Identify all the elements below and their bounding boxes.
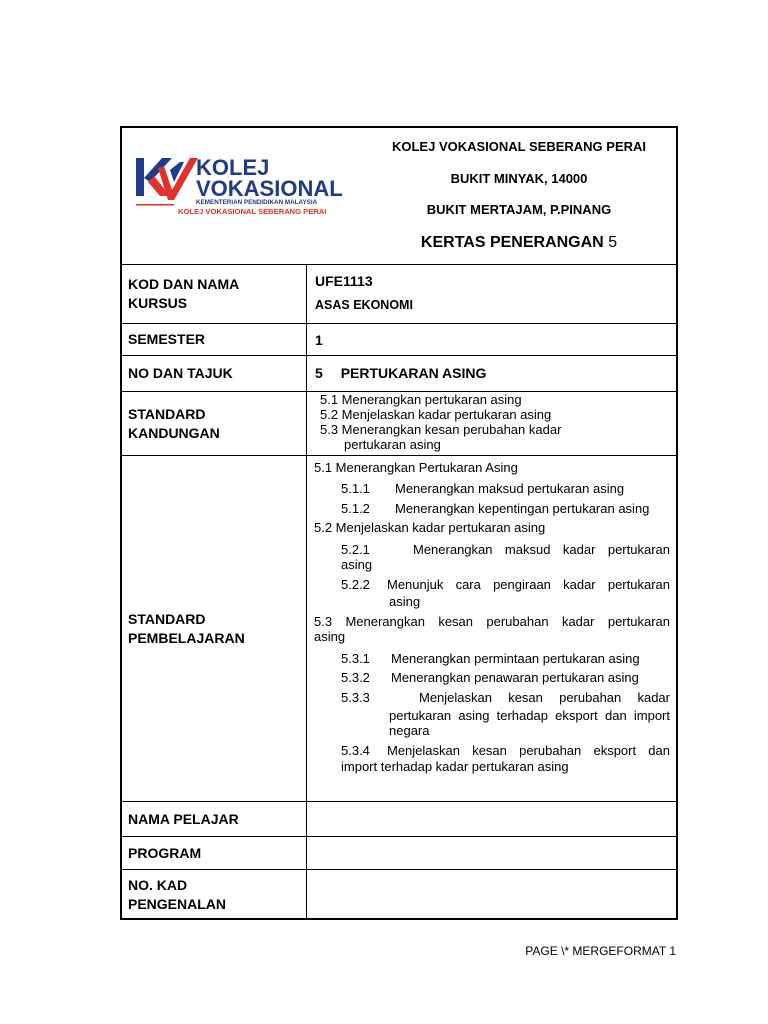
document-title	[362, 234, 676, 252]
ls-5-1-2-text: Menerangkan kepentingan pertukaran asing	[395, 501, 650, 516]
student-name-row	[122, 802, 676, 837]
student-name-label: NAMA PELAJAR	[122, 802, 307, 836]
id-card-label-line1: NO. KAD	[128, 877, 188, 893]
ls-5-3-3-text-a: Menjelaskan kesan perubahan kadar	[419, 690, 670, 705]
course-row	[122, 265, 676, 324]
content-standard-row	[122, 392, 676, 456]
college-name: KOLEJ VOKASIONAL SEBERANG PERAI	[391, 139, 647, 154]
semester-row	[122, 324, 676, 356]
college-logo	[134, 156, 359, 216]
id-card-label	[122, 870, 307, 920]
ls-5-1-1-text: Menerangkan maksud pertukaran asing	[395, 481, 625, 496]
content-standard-label	[122, 392, 307, 455]
logo-brand-line1: KOLEJ	[196, 156, 270, 180]
ls-5-3-2-num: 5.3.2	[341, 670, 370, 685]
header-row	[122, 128, 676, 265]
program-field[interactable]	[307, 837, 676, 869]
ls-5-3-4-num: 5.3.4	[341, 743, 370, 758]
content-standard-list	[307, 392, 676, 455]
id-card-label-line2: PENGENALAN	[128, 896, 227, 912]
ls-5-1: 5.1 Menerangkan Pertukaran Asing	[314, 460, 518, 475]
student-name-field[interactable]	[307, 802, 676, 836]
address-line2: BUKIT MERTAJAM, P.PINANG	[426, 202, 612, 217]
course-name: ASAS EKONOMI	[315, 298, 413, 312]
info-sheet-table	[120, 126, 678, 920]
ls-5-2: 5.2 Menjelaskan kadar pertukaran asing	[314, 520, 546, 535]
content-standard-item: 5.3 Menerangkan kesan perubahan kadar	[320, 422, 562, 437]
ls-5-3-4-text-a: Menjelaskan kesan perubahan eksport dan	[387, 743, 670, 758]
ls-5-3-4-text-b: import terhadap kadar pertukaran asing	[341, 759, 569, 774]
course-label-line1: KOD DAN NAMA	[128, 276, 240, 292]
course-value	[307, 265, 676, 323]
program-label: PROGRAM	[122, 837, 307, 869]
logo-ministry: KEMENTERIAN PENDIDIKAN MALAYSIA	[196, 199, 318, 206]
content-standard-label-line1: STANDARD	[128, 405, 206, 422]
ls-5-2-2-text-b: asing	[389, 594, 421, 609]
ls-5-1-2-num: 5.1.2	[341, 501, 370, 516]
ls-5-2-2-text-a: Menunjuk cara pengiraan kadar pertukaran	[387, 577, 670, 592]
content-standard-item: pertukaran asing	[344, 437, 441, 452]
learning-standard-list	[307, 456, 676, 801]
ls-5-2-1-text-b: asing	[341, 557, 373, 572]
ls-5-3-3-text-c: negara	[389, 723, 430, 738]
document-title-text: KERTAS PENERANGAN	[420, 234, 604, 251]
ls-5-3-1-num: 5.3.1	[341, 651, 370, 666]
id-card-row	[122, 870, 676, 920]
learning-standard-label-line1: STANDARD	[128, 610, 206, 627]
document-title-number: 5	[608, 234, 618, 251]
ls-5-3-b: asing	[314, 629, 346, 644]
ls-5-2-2-num: 5.2.2	[341, 577, 370, 592]
ls-5-3-1-text: Menerangkan permintaan pertukaran asing	[391, 651, 640, 666]
learning-standard-row	[122, 456, 676, 802]
topic-row	[122, 356, 676, 392]
address-line1: BUKIT MINYAK, 14000	[450, 171, 588, 186]
ls-5-3-a: 5.3 Menerangkan kesan perubahan kadar pertukaran	[314, 614, 670, 629]
logo-tagline: KOLEJ VOKASIONAL SEBERANG PERAI	[178, 207, 327, 216]
learning-standard-label-line2: PEMBELAJARAN	[128, 629, 245, 646]
logo-brand-line2: VOKASIONAL	[196, 176, 343, 201]
page-footer: PAGE \* MERGEFORMAT 1	[525, 944, 676, 958]
course-label	[122, 265, 307, 323]
topic-label: NO DAN TAJUK	[122, 356, 307, 391]
course-code: UFE1113	[315, 273, 373, 289]
learning-standard-label	[122, 456, 307, 801]
ls-5-3-3-num: 5.3.3	[341, 690, 370, 705]
topic-number: 5	[315, 365, 323, 381]
ls-5-3-3-text-b: pertukaran asing terhadap eksport dan import	[389, 708, 670, 723]
program-row	[122, 837, 676, 870]
header-text-block	[362, 128, 676, 264]
content-standard-label-line2: KANDUNGAN	[128, 424, 220, 441]
id-card-field[interactable]	[307, 870, 676, 920]
ls-5-2-1-num: 5.2.1	[341, 542, 370, 557]
ls-5-3-2-text: Menerangkan penawaran pertukaran asing	[391, 670, 639, 685]
ls-5-2-1-text-a: Menerangkan maksud kadar pertukaran	[413, 542, 670, 557]
topic-value	[307, 356, 676, 391]
course-label-line2: KURSUS	[128, 295, 188, 311]
content-standard-item: 5.1 Menerangkan pertukaran asing	[320, 392, 522, 407]
semester-value: 1	[315, 332, 323, 348]
semester-label: SEMESTER	[122, 324, 307, 355]
content-standard-item: 5.2 Menjelaskan kadar pertukaran asing	[320, 407, 552, 422]
topic-title: PERTUKARAN ASING	[340, 365, 487, 381]
ls-5-1-1-num: 5.1.1	[341, 481, 370, 496]
